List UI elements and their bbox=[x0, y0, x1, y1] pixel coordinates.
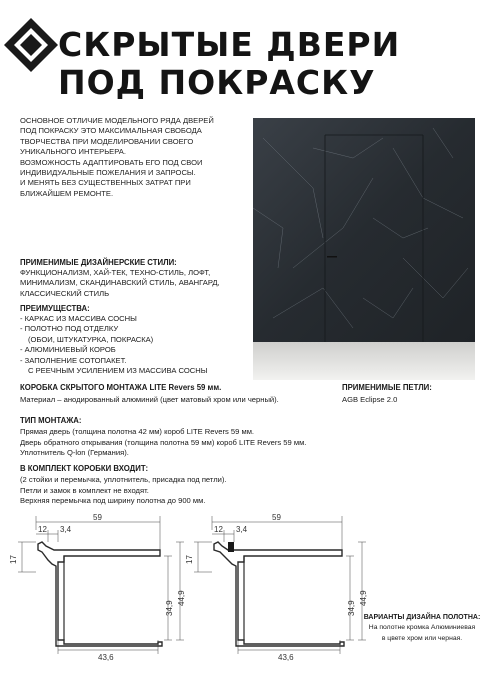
mounting-line: Прямая дверь (толщина полотна 42 мм) короб LITE Revers 59 мм. bbox=[20, 427, 255, 436]
dimension-3-4: 3,4 bbox=[236, 525, 248, 534]
style-line: МИНИМАЛИЗМ, СКАНДИНАВСКИЙ СТИЛЬ, АВАНГАРД, bbox=[20, 278, 220, 288]
mounting-line: Уплотнитель Q-lon (Германия). bbox=[20, 448, 129, 458]
dimension-44-9: 44,9 bbox=[359, 590, 368, 606]
title-line-2: ПОД ПОКРАСКУ bbox=[58, 63, 376, 102]
dimension-17: 17 bbox=[185, 555, 194, 564]
variants-heading: ВАРИАНТЫ ДИЗАЙНА ПОЛОТНА: bbox=[363, 614, 481, 621]
list-item: - ПОЛОТНО ПОД ОТДЕЛКУ bbox=[20, 324, 119, 334]
list-item: - КАРКАС ИЗ МАССИВА СОСНЫ bbox=[20, 314, 137, 323]
intro-line: И МЕНЯТЬ БЕЗ СУЩЕСТВЕННЫХ ЗАТРАТ ПРИ bbox=[20, 178, 191, 188]
dimension-12: 12 bbox=[214, 525, 223, 534]
hinges-heading: ПРИМЕНИМЫЕ ПЕТЛИ: bbox=[342, 383, 432, 392]
intro-text bbox=[20, 116, 242, 199]
dimension-44-9: 44,9 bbox=[177, 590, 186, 606]
dimension-12: 12 bbox=[38, 525, 47, 534]
design-styles-list bbox=[20, 268, 248, 299]
style-line: КЛАССИЧЕСКИЙ СТИЛЬ bbox=[20, 288, 110, 298]
dimension-43-6: 43,6 bbox=[278, 653, 294, 662]
profile-drawing-straight bbox=[8, 512, 186, 662]
advantages-list bbox=[20, 314, 248, 376]
kit-heading: В КОМПЛЕКТ КОРОБКИ ВХОДИТ: bbox=[20, 464, 149, 473]
dimension-3-4: 3,4 bbox=[60, 525, 72, 534]
dimension-17: 17 bbox=[9, 555, 18, 564]
intro-line: ВОЗМОЖНОСТЬ АДАПТИРОВАТЬ ЕГО ПОД СВОИ bbox=[20, 157, 203, 167]
dimension-43-6: 43,6 bbox=[98, 653, 114, 662]
page-title bbox=[58, 26, 490, 102]
design-styles-heading: ПРИМЕНИМЫЕ ДИЗАЙНЕРСКИЕ СТИЛИ: bbox=[20, 258, 177, 267]
variants-line: На полотне кромка Алюминиевая bbox=[368, 624, 476, 631]
intro-line: ИНДИВИДУАЛЬНЫЕ ПОЖЕЛАНИЯ И ЗАПРОСЫ. bbox=[20, 168, 196, 178]
kit-line: Верхняя перемычка под ширину полотна до 900 мм. bbox=[20, 496, 206, 506]
design-variants bbox=[357, 614, 487, 643]
dimension-34-9: 34,9 bbox=[165, 600, 174, 616]
mounting-section bbox=[20, 416, 350, 459]
variants-line: в цвете хром или черная. bbox=[381, 635, 463, 642]
dimension-59: 59 bbox=[93, 513, 102, 522]
list-item: - АЛЮМИНИЕВЫЙ КОРОБ bbox=[20, 345, 116, 355]
intro-line: ТВОРЧЕСТВА ПРИ МОДЕЛИРОВАНИИ СВОЕГО bbox=[20, 136, 194, 146]
list-item: - ЗАПОЛНЕНИЕ СОТОПАКЕТ. bbox=[20, 355, 127, 365]
kit-section bbox=[20, 464, 350, 507]
intro-line: ОСНОВНОЕ ОТЛИЧИЕ МОДЕЛЬНОГО РЯДА ДВЕРЕЙ bbox=[20, 116, 214, 125]
kit-line: Петли и замок в комплект не входят. bbox=[20, 485, 149, 495]
mounting-heading: ТИП МОНТАЖА: bbox=[20, 416, 82, 425]
box-section bbox=[20, 383, 320, 405]
list-item: С РЕЕЧНЫМ УСИЛЕНИЕМ ИЗ МАССИВА СОСНЫ bbox=[28, 366, 208, 376]
intro-line: ПОД ПОКРАСКУ ЭТО МАКСИМАЛЬНАЯ СВОБОДА bbox=[20, 126, 202, 136]
profile-drawing-reverse bbox=[185, 512, 370, 662]
advantages-heading: ПРЕИМУЩЕСТВА: bbox=[20, 304, 90, 313]
box-material: Материал – анодированный алюминий (цвет матовый хром или черный). bbox=[20, 395, 279, 404]
seal-block bbox=[228, 542, 234, 552]
hinges-section bbox=[342, 383, 492, 404]
kit-line: (2 стойки и перемычка, уплотнитель, присадка под петли). bbox=[20, 475, 227, 484]
diamond-logo-icon bbox=[0, 14, 62, 76]
list-item: (ОБОИ, ШТУКАТУРКА, ПОКРАСКА) bbox=[28, 334, 154, 344]
intro-line: БЛИЖАЙШЕМ РЕМОНТЕ. bbox=[20, 188, 114, 198]
dimension-34-9: 34,9 bbox=[347, 600, 356, 616]
style-line: ФУНКЦИОНАЛИЗМ, ХАЙ-ТЕК, ТЕХНО-СТИЛЬ, ЛОФТ, bbox=[20, 268, 211, 277]
dimension-59: 59 bbox=[272, 513, 281, 522]
mounting-line: Дверь обратного открывания (толщина полотна 59 мм) короб LITE Revers 59 мм. bbox=[20, 437, 307, 447]
intro-line: УНИКАЛЬНОГО ИНТЕРЬЕРА. bbox=[20, 147, 126, 157]
box-heading: КОРОБКА СКРЫТОГО МОНТАЖА LITE Revers 59 мм. bbox=[20, 383, 222, 392]
title-line-1: СКРЫТЫЕ ДВЕРИ bbox=[58, 25, 401, 64]
hinges-model: AGB Eclipse 2.0 bbox=[342, 395, 398, 404]
hidden-door-photo bbox=[253, 118, 475, 380]
